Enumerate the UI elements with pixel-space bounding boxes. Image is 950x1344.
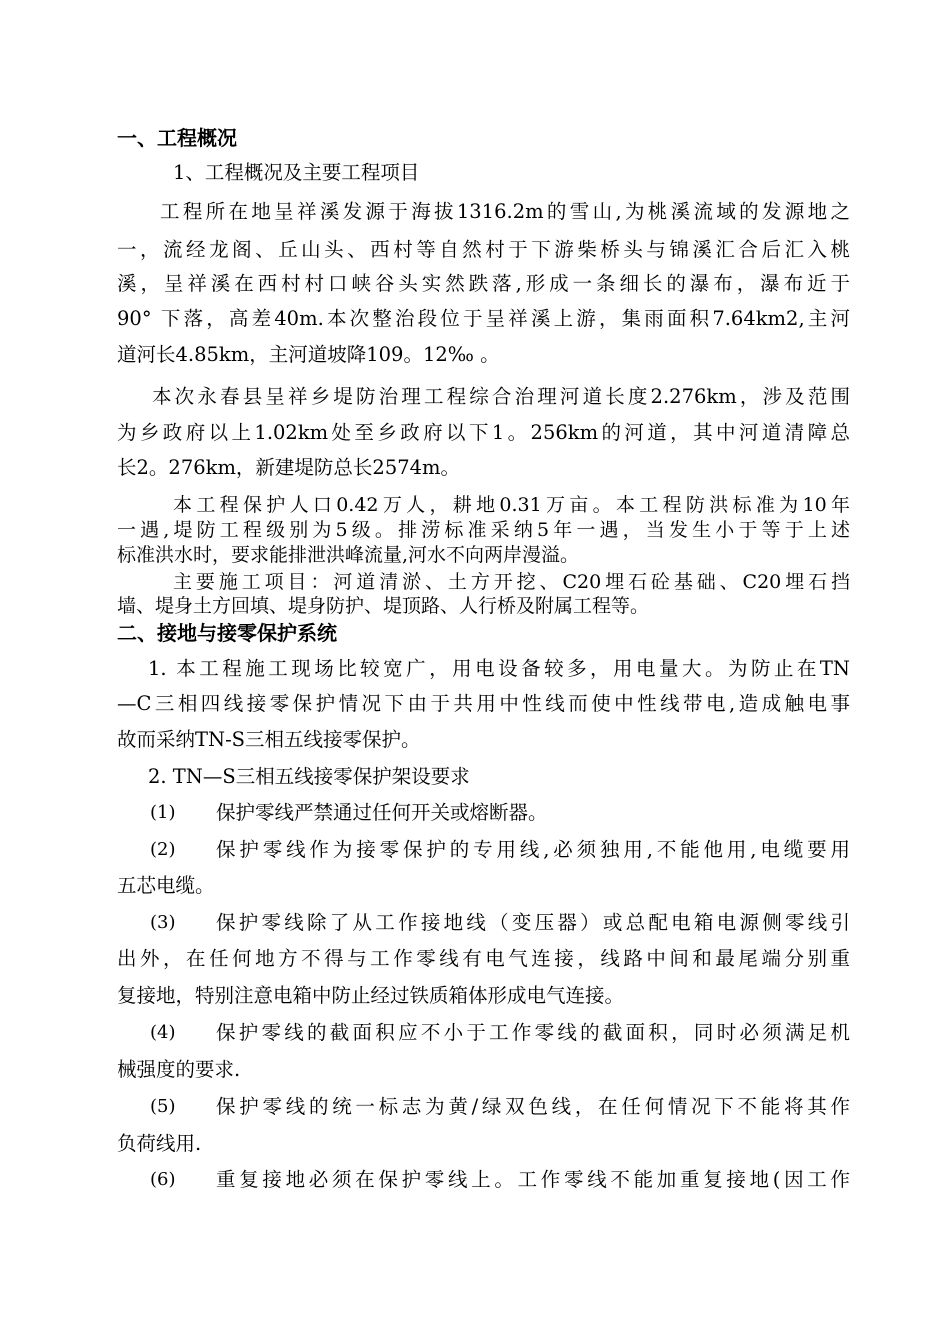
s2-para2: 2. TN—S三相五线接零保护架设要求 — [148, 765, 470, 788]
item-3-line-3: 复接地，特别注意电箱中防止经过铁质箱体形成电气连接。 — [117, 984, 625, 1007]
para1-line-4: 90° 下落，高差40m.本次整治段位于呈祥溪上游，集雨面积7.64km2,主河 — [117, 307, 850, 330]
para2-line-1: 本次永春县呈祥乡堤防治理工程综合治理河道长度2.276km，涉及范围 — [152, 385, 850, 408]
para1-line-2: 一，流经龙阁、丘山头、西村等自然村于下游柴桥头与锦溪汇合后汇入桃 — [117, 238, 850, 261]
item-5-line-1: 保护零线的统一标志为黄/绿双色线，在任何情况下不能将其作 — [216, 1095, 850, 1118]
item-4-line-2: 械强度的要求. — [117, 1058, 241, 1081]
para2-line-2: 为乡政府以上1.02km处至乡政府以下1。256km的河道，其中河道清障总 — [117, 421, 850, 444]
para2-line-3: 长2。276km，新建堤防总长2574m。 — [117, 456, 461, 479]
item-4-line-1: 保护零线的截面积应不小于工作零线的截面积，同时必须满足机 — [216, 1021, 850, 1044]
item-4-number: (4) — [150, 1022, 176, 1043]
item-3-line-2: 出外，在任何地方不得与工作零线有电气连接，线路中间和最尾端分别重 — [117, 947, 850, 970]
item-3-line-1: 保护零线除了从工作接地线（变压器）或总配电箱电源侧零线引 — [216, 911, 850, 934]
para3-line-1: 本工程保护人口0.42万人，耕地0.31万亩。本工程防洪标准为10年 — [173, 494, 850, 516]
section-2-heading: 二、接地与接零保护系统 — [117, 621, 337, 645]
s2-para1-line-3: 故而采纳TN-S三相五线接零保护。 — [117, 728, 421, 751]
section-1-heading: 一、工程概况 — [117, 126, 237, 150]
para1-line-1: 工程所在地呈祥溪发源于海拔1316.2m的雪山,为桃溪流域的发源地之 — [160, 200, 850, 223]
item-6-line-1: 重复接地必须在保护零线上。工作零线不能加重复接地(因工作 — [216, 1168, 850, 1191]
para3-line-3: 标准洪水时，要求能排泄洪峰流量,河水不向两岸漫溢。 — [117, 544, 580, 566]
s2-para1-line-1: 1. 本工程施工现场比较宽广，用电设备较多，用电量大。为防止在TN — [148, 657, 850, 680]
para4-line-1: 主要施工项目：河道清淤、土方开挖、C20埋石砼基础、C20埋石挡 — [173, 571, 850, 593]
para1-line-5: 道河长4.85km，主河道坡降109。12‰ 。 — [117, 343, 500, 366]
item-2-line-2: 五芯电缆。 — [117, 874, 215, 897]
item-2-number: (2) — [150, 839, 176, 860]
item-1-line-1: 保护零线严禁通过任何开关或熔断器。 — [216, 801, 548, 824]
para3-line-2: 一遇,堤防工程级别为5级。排涝标准采纳5年一遇，当发生小于等于上述 — [117, 519, 850, 541]
item-6-number: (6) — [150, 1169, 176, 1190]
item-5-line-2: 负荷线用. — [117, 1132, 202, 1155]
s2-para1-line-2: —C三相四线接零保护情况下由于共用中性线而使中性线带电,造成触电事 — [117, 692, 850, 715]
item-3-number: (3) — [150, 912, 176, 933]
item-2-line-1: 保护零线作为接零保护的专用线,必须独用,不能他用,电缆要用 — [216, 838, 850, 861]
para1-line-3: 溪，呈祥溪在西村村口峡谷头实然跌落,形成一条细长的瀑布，瀑布近于 — [117, 272, 850, 295]
para4-line-2: 墙、堤身土方回填、堤身防护、堤顶路、人行桥及附属工程等。 — [117, 595, 650, 617]
section-1-subheading: 1、工程概况及主要工程项目 — [173, 161, 420, 184]
item-5-number: (5) — [150, 1096, 176, 1117]
item-1-number: (1) — [150, 802, 176, 823]
